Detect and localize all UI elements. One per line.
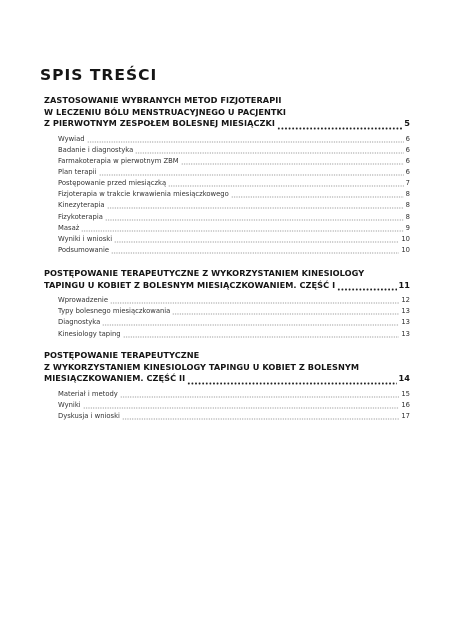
dot-leader: [120, 392, 400, 398]
dot-leader: [181, 159, 404, 165]
toc-entry[interactable]: [58, 198, 410, 209]
dot-leader: [168, 181, 404, 187]
toc-entry-label: Kinezyterapia: [58, 201, 105, 210]
toc-entry-list: [44, 132, 410, 254]
section-page-number: 11: [398, 279, 410, 290]
section-heading-line: POSTĘPOWANIE TERAPEUTYCZNE: [44, 350, 200, 360]
toc-entry-page: 7: [405, 179, 410, 188]
toc-entry-page: 8: [405, 201, 410, 210]
toc-entry-page: 13: [401, 307, 410, 316]
section-heading-text: Z PIERWOTNYM ZESPOŁEM BOLESNEJ MIESIĄCZKI: [44, 118, 276, 129]
section-heading-text: TAPINGU U KOBIET Z BOLESNYM MIESIĄCZKOWANIEM. CZĘŚĆ I: [44, 279, 336, 290]
section-heading[interactable]: [44, 268, 410, 291]
dot-leader: [135, 148, 403, 154]
dot-leader: [107, 203, 404, 209]
toc-entry-label: Dyskusja i wnioski: [58, 412, 120, 421]
toc-entry-label: Fizjoterapia w trakcie krwawienia miesiączkowego: [58, 190, 229, 199]
toc-entry-page: 10: [401, 234, 410, 243]
dot-leader: [81, 226, 403, 232]
toc-entry[interactable]: [58, 387, 410, 398]
dot-leader: [110, 298, 399, 304]
dot-leader: [114, 237, 399, 243]
toc-entry[interactable]: [58, 243, 410, 254]
toc-entry[interactable]: [58, 326, 410, 337]
toc-entry[interactable]: [58, 154, 410, 165]
toc-entry-label: Badanie i diagnostyka: [58, 145, 134, 154]
toc-entry[interactable]: [58, 176, 410, 187]
toc-entry-label: Wywiad: [58, 134, 85, 143]
dot-leader: [102, 320, 399, 326]
dot-leader: [83, 403, 400, 409]
toc-entry-label: Wyniki i wnioski: [58, 234, 113, 243]
toc-entry-label: Plan terapii: [58, 168, 97, 177]
toc-entry-label: Wprowadzenie: [58, 296, 109, 305]
toc-entry-label: Diagnostyka: [58, 318, 101, 327]
toc-entry-label: Masaż: [58, 223, 80, 232]
dot-leader: [172, 309, 399, 315]
toc-entry-list: [44, 293, 410, 337]
toc-entry[interactable]: [58, 209, 410, 220]
toc-entry[interactable]: [58, 409, 410, 420]
dot-leader: [231, 192, 404, 198]
dot-leader: [277, 122, 402, 130]
toc-entry-label: Wyniki: [58, 400, 81, 409]
dot-leader: [122, 414, 399, 420]
toc-entry-page: 8: [405, 212, 410, 221]
section-heading-last-line: [44, 373, 410, 385]
toc-section-1: [44, 95, 410, 254]
section-heading-line: Z WYKORZYSTANIEM KINESIOLOGY TAPINGU U KOBIET Z BOLESNYM: [44, 361, 360, 372]
toc-entry[interactable]: [58, 315, 410, 326]
toc-entry-label: Typy bolesnego miesiączkowania: [58, 307, 171, 316]
toc-entry-label: Podsumowanie: [58, 245, 110, 254]
toc-entry[interactable]: [58, 143, 410, 154]
toc-entry-page: 6: [405, 134, 410, 143]
toc-entry-label: Materiał i metody: [58, 389, 118, 398]
section-heading-line: W LECZENIU BÓLU MENSTRUACYJNEGO U PACJENTKI: [44, 106, 287, 117]
dot-leader: [87, 137, 404, 143]
toc-entry-page: 6: [405, 168, 410, 177]
dot-leader: [111, 248, 399, 254]
section-heading-text: MIESIĄCZKOWANIEM. CZĘŚĆ II: [44, 373, 186, 384]
toc-title: SPIS TREŚCI: [40, 66, 158, 84]
toc-entry[interactable]: [58, 293, 410, 304]
toc-entry[interactable]: [58, 398, 410, 409]
section-heading-last-line: [44, 118, 410, 130]
toc-entry-list: [44, 387, 410, 420]
toc-entry-page: 9: [405, 223, 410, 232]
toc-entry[interactable]: [58, 221, 410, 232]
section-heading[interactable]: [44, 350, 410, 385]
dot-leader: [105, 215, 404, 221]
toc-entry[interactable]: [58, 304, 410, 315]
toc-entry[interactable]: [58, 165, 410, 176]
toc-entry[interactable]: [58, 232, 410, 243]
toc-entry-page: 8: [405, 190, 410, 199]
section-page-number: 14: [398, 373, 410, 384]
dot-leader: [99, 170, 404, 176]
section-heading[interactable]: [44, 95, 410, 130]
toc-entry-page: 15: [401, 389, 410, 398]
toc-entry-label: Farmakoterapia w pierwotnym ZBM: [58, 157, 179, 166]
toc-section-3: [44, 350, 410, 420]
toc-entry-label: Kinesiology taping: [58, 329, 121, 338]
dot-leader: [123, 332, 400, 338]
toc-entry-page: 10: [401, 245, 410, 254]
toc-entry-page: 16: [401, 400, 410, 409]
toc-entry-page: 17: [401, 412, 410, 421]
toc-entry[interactable]: [58, 187, 410, 198]
toc-entry-label: Fizykoterapia: [58, 212, 103, 221]
toc-entry-page: 6: [405, 157, 410, 166]
section-heading-line: POSTĘPOWANIE TERAPEUTYCZNE Z WYKORZYSTANIEM KINESIOLOGY: [44, 268, 365, 278]
toc-entry-label: Postępowanie przed miesiączką: [58, 179, 167, 188]
toc-section-2: [44, 268, 410, 338]
toc-entry-page: 6: [405, 145, 410, 154]
toc-entry[interactable]: [58, 132, 410, 143]
section-heading-line: ZASTOSOWANIE WYBRANYCH METOD FIZJOTERAPII: [44, 95, 282, 105]
section-heading-last-line: [44, 280, 410, 292]
section-page-number: 5: [404, 118, 410, 129]
toc-entry-page: 13: [401, 329, 410, 338]
toc-entry-page: 12: [401, 296, 410, 305]
toc-entry-page: 13: [401, 318, 410, 327]
dot-leader: [337, 283, 396, 291]
dot-leader: [187, 377, 396, 385]
